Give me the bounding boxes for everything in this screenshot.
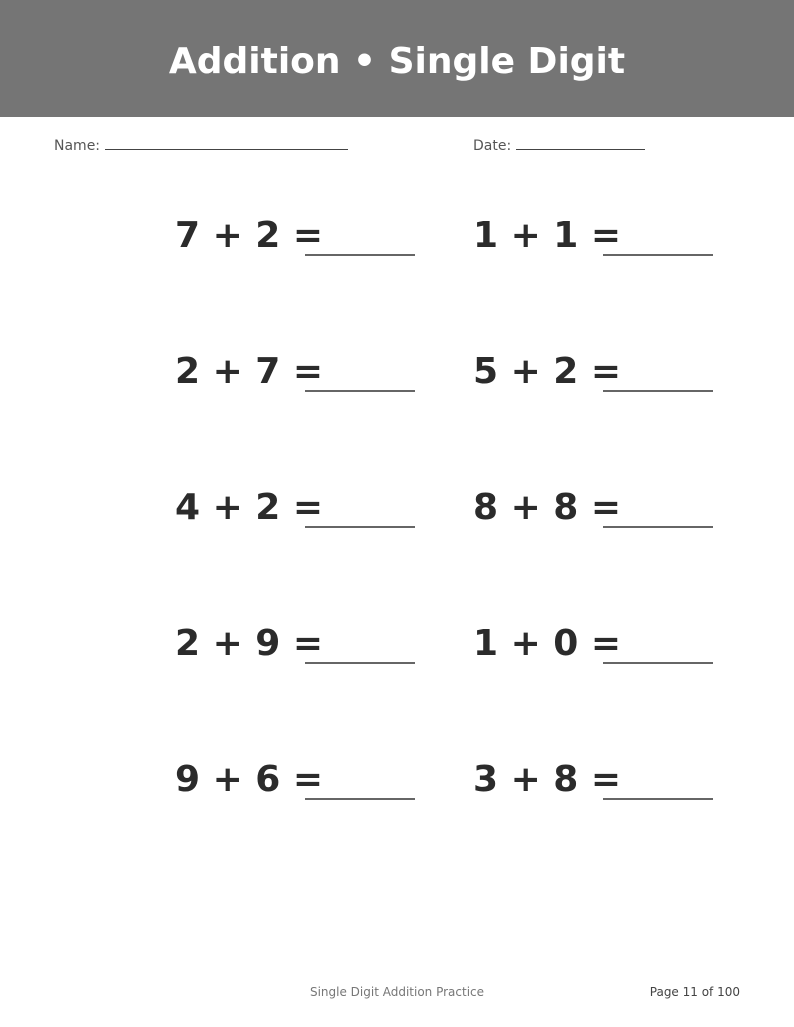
date-label: Date:: [473, 138, 512, 154]
problem-expression: 9 + 6 =: [175, 759, 324, 800]
answer-line: [305, 390, 415, 392]
name-label: Name:: [54, 138, 101, 154]
answer-line: [603, 254, 713, 256]
answer-line: [305, 662, 415, 664]
problem-expression: 7 + 2 =: [175, 215, 324, 256]
answer-line: [603, 798, 713, 800]
answer-line: [305, 254, 415, 256]
problem-expression: 1 + 0 =: [473, 623, 622, 664]
problem-expression: 2 + 9 =: [175, 623, 324, 664]
problem-expression: 1 + 1 =: [473, 215, 622, 256]
problem-expression: 2 + 7 =: [175, 351, 324, 392]
problem-expression: 5 + 2 =: [473, 351, 622, 392]
name-blank-line: [105, 135, 348, 150]
answer-line: [603, 526, 713, 528]
answer-line: [305, 798, 415, 800]
page-header: [0, 0, 794, 117]
footer-title: Single Digit Addition Practice: [309, 985, 485, 999]
page-number: Page 11 of 100: [649, 985, 740, 999]
answer-line: [305, 526, 415, 528]
answer-line: [603, 390, 713, 392]
problem-expression: 8 + 8 =: [473, 487, 622, 528]
date-blank-line: [516, 135, 645, 150]
problem-expression: 4 + 2 =: [175, 487, 324, 528]
date-field: [473, 135, 645, 155]
problem-expression: 3 + 8 =: [473, 759, 622, 800]
answer-line: [603, 662, 713, 664]
page-title: Addition • Single Digit: [168, 41, 626, 82]
name-field: [54, 135, 348, 155]
